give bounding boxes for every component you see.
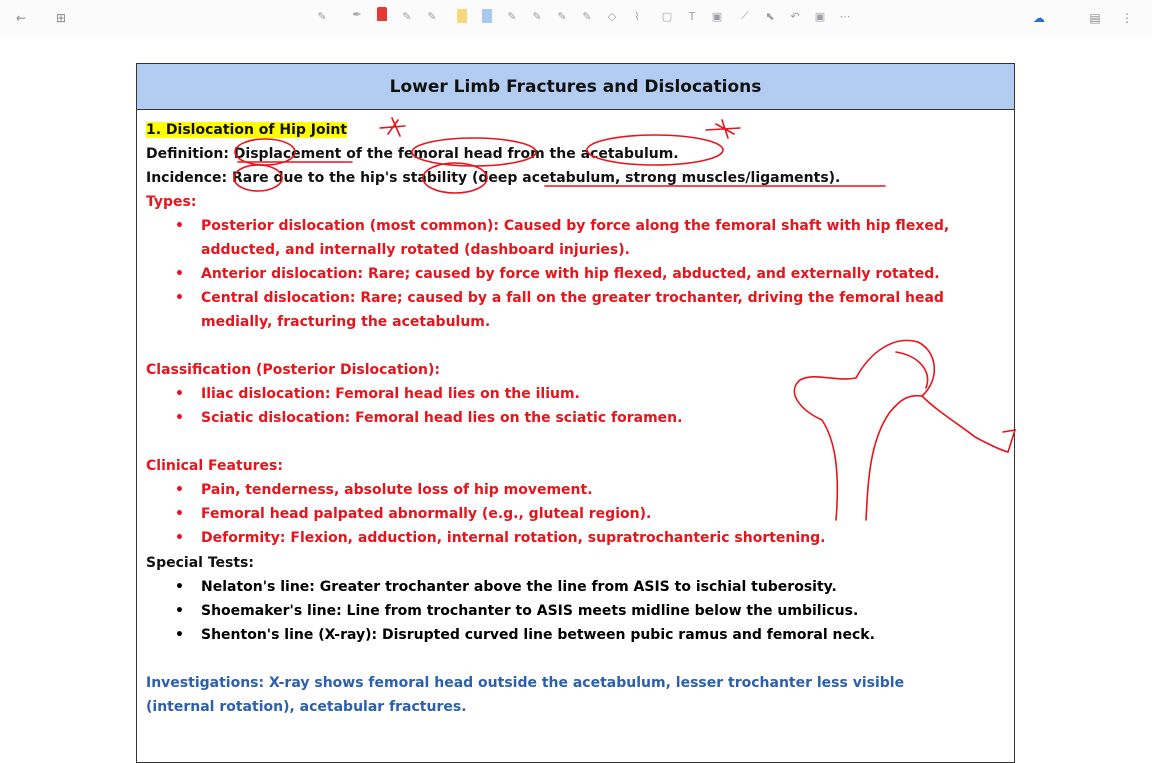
cloud-icon[interactable]: ☁	[1033, 11, 1045, 25]
classification-label: Classification (Posterior Dislocation):	[146, 362, 440, 378]
back-arrow-icon[interactable]: ←	[15, 11, 27, 25]
bullet-icon: •	[175, 603, 184, 619]
bullet-icon: •	[175, 290, 184, 306]
list-item: Deformity: Flexion, adduction, internal rotation, supratrochanteric shortening.	[201, 530, 826, 546]
pencil-icon[interactable]: ✎	[402, 9, 412, 23]
section-heading: 1. Dislocation of Hip Joint	[146, 122, 348, 138]
list-item: Anterior dislocation: Rare; caused by force with hip flexed, abducted, and externally rotated.	[201, 266, 940, 282]
list-item: Nelaton's line: Greater trochanter above the line from ASIS to ischial tuberosity.	[201, 579, 837, 595]
list-item: Shenton's line (X-ray): Disrupted curved line between pubic ramus and femoral neck.	[201, 627, 875, 643]
highlighter-icon[interactable]	[455, 6, 469, 26]
bullet-icon: •	[175, 266, 184, 282]
list-item: adducted, and internally rotated (dashboard injuries).	[201, 242, 630, 258]
list-item: Pain, tenderness, absolute loss of hip movement.	[201, 482, 593, 498]
bullet-icon: •	[175, 579, 184, 595]
incidence-line: Incidence: Rare due to the hip's stability (deep acetabulum, strong muscles/ligaments).	[146, 170, 841, 186]
image-icon[interactable]: ▣	[814, 9, 826, 23]
red-pen-icon[interactable]	[375, 4, 389, 24]
special-tests-label: Special Tests:	[146, 555, 254, 571]
definition-line: Definition: Displacement of the femoral head from the acetabulum.	[146, 146, 679, 162]
grid-icon[interactable]: ⊞	[55, 11, 67, 25]
ruler-icon[interactable]: ⟋	[741, 9, 749, 22]
pointer-icon[interactable]: ⬉	[765, 9, 775, 23]
list-item: Central dislocation: Rare; caused by a fall on the greater trochanter, driving the femoral head	[201, 290, 944, 306]
pen-icon[interactable]: ✎	[507, 9, 517, 23]
list-item: Posterior dislocation (most common): Caused by force along the femoral shaft with hip flexed,	[201, 218, 950, 234]
pen-icon[interactable]: ✒	[352, 7, 362, 21]
list-item: Shoemaker's line: Line from trochanter to ASIS meets midline below the umbilicus.	[201, 603, 859, 619]
undo-icon[interactable]: ↶	[790, 9, 800, 23]
shape-icon[interactable]: ▢	[661, 9, 673, 23]
list-item: Femoral head palpated abnormally (e.g., gluteal region).	[201, 506, 652, 522]
pen-icon[interactable]: ✎	[582, 9, 592, 23]
types-label: Types:	[146, 194, 197, 210]
bullet-icon: •	[175, 506, 184, 522]
pencil-icon[interactable]: ✎	[427, 9, 437, 23]
tool-icon[interactable]: ✎	[317, 9, 327, 23]
more-icon[interactable]: ⋮	[1121, 11, 1133, 25]
bullet-icon: •	[175, 386, 184, 402]
pages-icon[interactable]: ▤	[1089, 11, 1101, 25]
page-title: Lower Limb Fractures and Dislocations	[137, 64, 1014, 110]
text-icon[interactable]: T	[688, 9, 696, 23]
list-item: Sciatic dislocation: Femoral head lies on the sciatic foramen.	[201, 410, 683, 426]
list-item: Iliac dislocation: Femoral head lies on the ilium.	[201, 386, 580, 402]
bullet-icon: •	[175, 218, 184, 234]
clinical-label: Clinical Features:	[146, 458, 283, 474]
investigations-line: (internal rotation), acetabular fractures.	[146, 699, 467, 715]
pen-icon[interactable]: ✎	[532, 9, 542, 23]
investigations-line: Investigations: X-ray shows femoral head outside the acetabulum, lesser trochanter less visible	[146, 675, 905, 691]
lasso-icon[interactable]: ⌇	[634, 9, 640, 23]
image-icon[interactable]: ▣	[711, 9, 723, 23]
more-icon[interactable]: ⋯	[839, 9, 851, 23]
toolbar	[0, 0, 1152, 36]
bullet-icon: •	[175, 482, 184, 498]
list-item: medially, fracturing the acetabulum.	[201, 314, 491, 330]
bullet-icon: •	[175, 410, 184, 426]
highlighter-icon[interactable]	[480, 6, 494, 26]
eraser-icon[interactable]: ◇	[607, 9, 617, 23]
document-page	[136, 63, 1015, 763]
bullet-icon: •	[175, 530, 184, 546]
bullet-icon: •	[175, 627, 184, 643]
pen-icon[interactable]: ✎	[557, 9, 567, 23]
